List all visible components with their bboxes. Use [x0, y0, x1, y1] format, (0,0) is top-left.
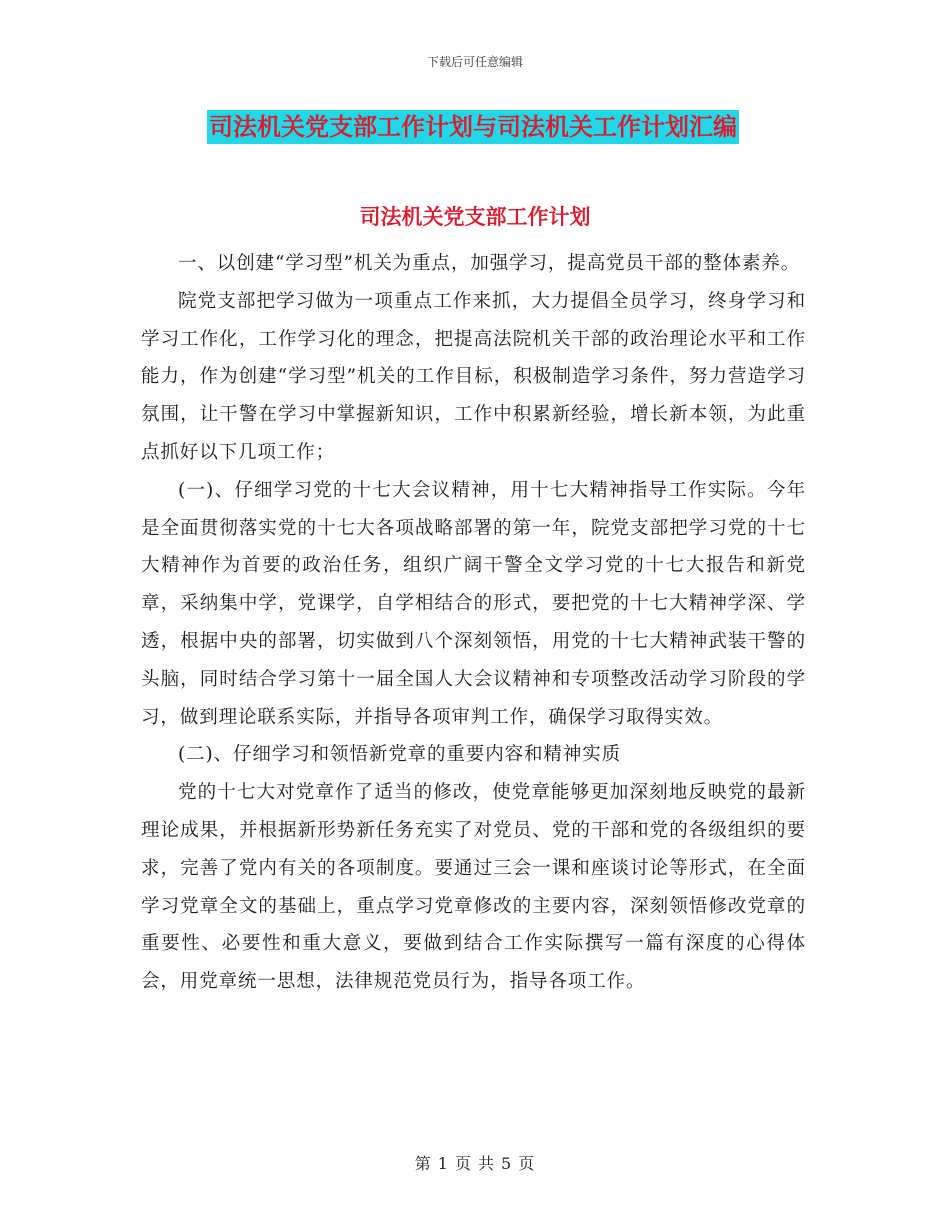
paragraph-1: 一、以创建“学习型”机关为重点，加强学习，提高党员干部的整体素养。	[178, 253, 801, 274]
footer-middle: 页 共	[454, 1154, 496, 1173]
footer-prefix: 第	[414, 1154, 432, 1173]
footer-total-pages: 5	[501, 1154, 513, 1173]
footer-suffix: 页	[518, 1154, 536, 1173]
main-title: 司法机关党支部工作计划与司法机关工作计划汇编	[207, 110, 739, 144]
paragraph-5: 党的十七大对党章作了适当的修改，使党章能够更加深刻地反映党的最新理论成果，并根据新形势新任务充实了对党员、党的干部和党的各级组织的要求，完善了党内有关的各项制度。要通过三会一课和座谈讨论等形式，在全面学习党章全文的基础上，重点学习党章修改的主要内容，深刻领悟修改党章的重要性、必要性和重大意义，要做到结合工作实际撰写一篇有深度的心得体会，用党章统一思想，法律规范党员行为，指导各项工作。	[141, 782, 806, 993]
paragraph-2: 院党支部把学习做为一项重点工作来抓，大力提倡全员学习，终身学习和学习工作化，工作学习化的理念，把提高法院机关干部的政治理论水平和工作能力，作为创建“学习型”机关的工作目标，积极制造学习条件，努力营造学习氛围，让干警在学习中掌握新知识，工作中积累新经验，增长新本领，为此重点抓好以下几项工作；	[141, 290, 806, 463]
main-title-container	[207, 110, 789, 144]
section-title: 司法机关党支部工作计划	[359, 205, 591, 229]
footer-current-page: 1	[437, 1154, 449, 1173]
page-footer	[0, 1151, 950, 1174]
paragraph-4: (二)、仔细学习和领悟新党章的重要内容和精神实质	[178, 744, 622, 766]
header-note: 下载后可任意编辑	[426, 55, 523, 69]
document-body	[141, 245, 806, 1001]
paragraph-3: (一)、仔细学习党的十七大会议精神，用十七大精神指导工作实际。今年是全面贯彻落实党的十七大各项战略部署的第一年，院党支部把学习党的十七大精神作为首要的政治任务，组织广阔干警全文学习党的十七大报告和新党章，采纳集中学，党课学，自学相结合的形式，要把党的十七大精神学深、学透，根据中央的部署，切实做到八个深刻领悟，用党的十七大精神武装干警的头脑，同时结合学习第十一届全国人大会议精神和专项整改活动学习阶段的学习，做到理论联系实际，并指导各项审判工作，确保学习取得实效。	[141, 479, 806, 728]
